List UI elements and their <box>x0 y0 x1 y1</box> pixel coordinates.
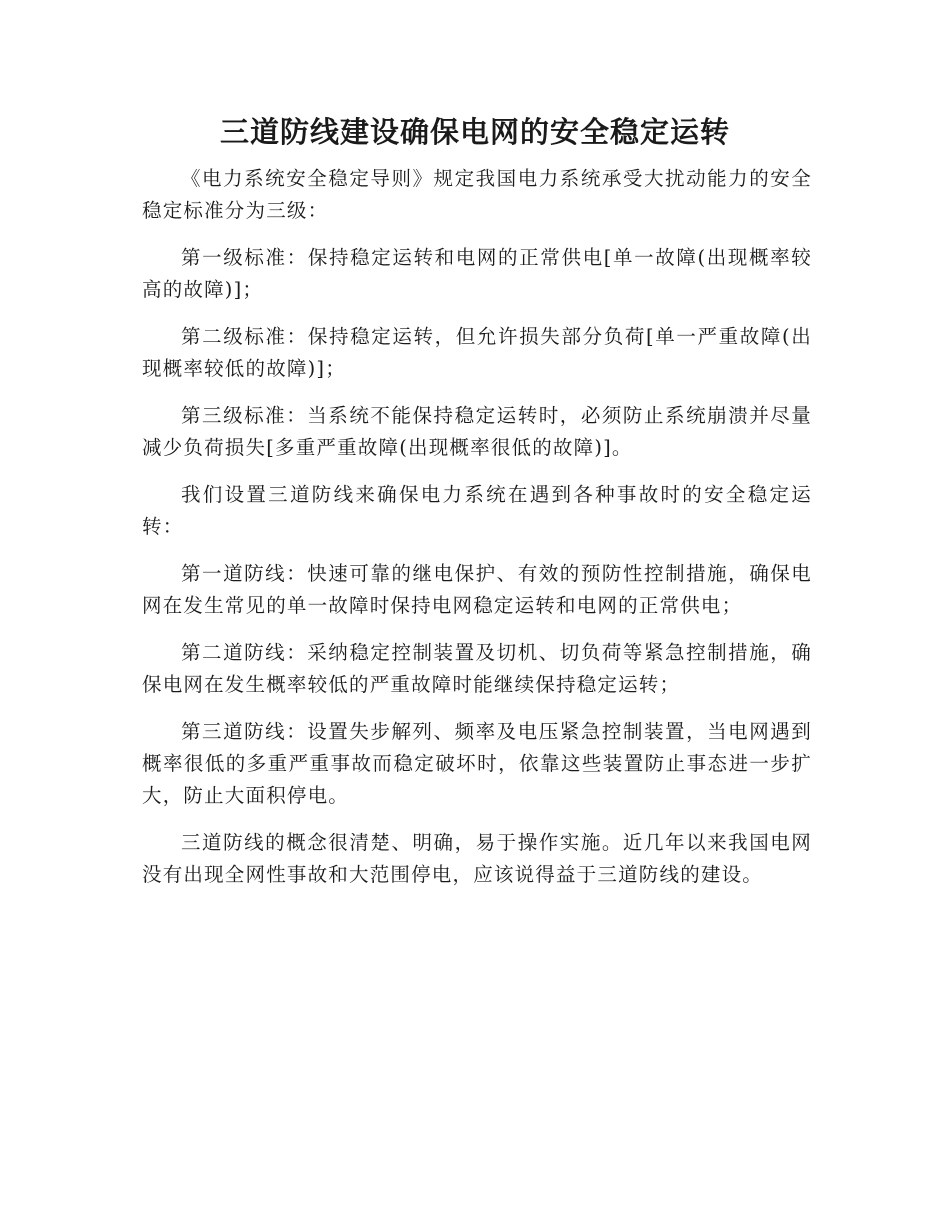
paragraph-level-3-standard: 第三级标准：当系统不能保持稳定运转时，必须防止系统崩溃并尽量减少负荷损失[多重严重故障(出现概率很低的故障)]。 <box>142 404 812 459</box>
paragraph-first-defense-line: 第一道防线：快速可靠的继电保护、有效的预防性控制措施，确保电网在发生常见的单一故障时保持电网稳定运转和电网的正常供电； <box>142 562 812 617</box>
paragraph-conclusion: 三道防线的概念很清楚、明确，易于操作实施。近几年以来我国电网没有出现全网性事故和大范围停电，应该说得益于三道防线的建设。 <box>142 831 812 886</box>
paragraph-defense-intro: 我们设置三道防线来确保电力系统在遇到各种事故时的安全稳定运转： <box>142 483 812 538</box>
paragraph-level-2-standard: 第二级标准：保持稳定运转，但允许损失部分负荷[单一严重故障(出现概率较低的故障)]； <box>142 325 812 380</box>
paragraph-second-defense-line: 第二道防线：采纳稳定控制装置及切机、切负荷等紧急控制措施，确保电网在发生概率较低的严重故障时能继续保持稳定运转； <box>142 641 812 696</box>
document-title: 三道防线建设确保电网的安全稳定运转 <box>219 115 730 149</box>
paragraph-third-defense-line: 第三道防线：设置失步解列、频率及电压紧急控制装置，当电网遇到概率很低的多重严重事故而稳定破坏时，依靠这些装置防止事态进一步扩大，防止大面积停电。 <box>142 720 812 807</box>
paragraph-intro: 《电力系统安全稳定导则》规定我国电力系统承受大扰动能力的安全稳定标准分为三级： <box>142 167 812 222</box>
paragraph-level-1-standard: 第一级标准：保持稳定运转和电网的正常供电[单一故障(出现概率较高的故障)]； <box>142 246 812 301</box>
document-body <box>142 163 812 906</box>
